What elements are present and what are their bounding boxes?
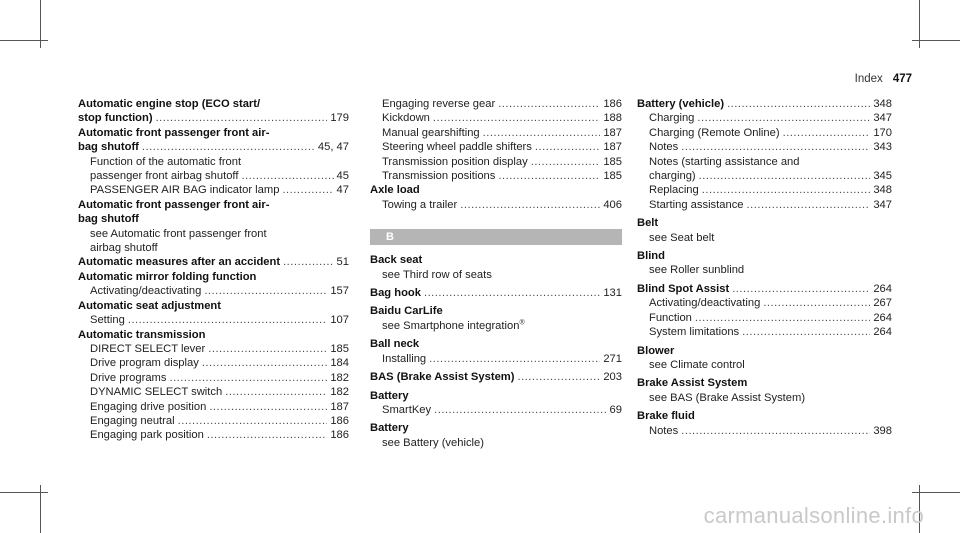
index-term: Blind: [637, 250, 665, 263]
section-letter-bar: B: [370, 229, 622, 245]
page-ref: 185: [603, 170, 622, 183]
page-ref: 264: [873, 311, 892, 324]
see-reference[interactable]: see Roller sunblind: [649, 264, 745, 277]
see-reference[interactable]: see Third row of seats: [382, 268, 492, 281]
sub-entry[interactable]: PASSENGER AIR BAG indicator lamp ..... 47: [78, 183, 349, 197]
index-column-2: [370, 97, 622, 450]
sub-entry[interactable]: Charging ..... 347: [637, 111, 892, 125]
sub-entry[interactable]: Function ..... 264: [637, 311, 892, 325]
index-column-1: [78, 97, 349, 443]
page-ref: 345: [873, 170, 892, 183]
sub-entry[interactable]: Manual gearshifting ..... 187: [370, 126, 622, 140]
page-ref: 157: [330, 285, 349, 298]
page-ref: 186: [603, 98, 622, 110]
page-ref: 182: [330, 371, 349, 384]
registered-mark: ®: [519, 319, 525, 327]
sub-entry[interactable]: Setting ..... 107: [78, 313, 349, 327]
sub-entry[interactable]: Installing ..... 271: [370, 352, 622, 366]
sub-entry[interactable]: Engaging park position ..... 186: [78, 428, 349, 442]
sub-entry[interactable]: charging) ..... 345: [637, 169, 892, 183]
sub-entry[interactable]: Starting assistance ..... 347: [637, 198, 892, 212]
index-term: Battery: [370, 422, 409, 435]
page-ref: 179: [330, 112, 349, 125]
crop-mark: [0, 492, 48, 493]
page-ref: 51: [336, 256, 349, 269]
sub-entry[interactable]: Engaging reverse gear ..... 186: [370, 97, 622, 111]
page-ref: 264: [873, 326, 892, 339]
sub-entry[interactable]: Drive program display ..... 184: [78, 356, 349, 370]
index-term: bag shutoff: [78, 213, 139, 226]
page-ref: 187: [603, 141, 622, 154]
index-term: Back seat: [370, 254, 423, 267]
page-ref: 187: [330, 400, 349, 413]
see-reference[interactable]: see Automatic front passenger front: [90, 227, 267, 240]
see-reference[interactable]: airbag shutoff: [90, 242, 158, 255]
see-reference[interactable]: see Climate control: [649, 358, 745, 371]
index-term: Automatic front passenger front air-: [78, 198, 270, 211]
page-ref: 107: [330, 314, 349, 327]
sub-entry[interactable]: Engaging neutral ..... 186: [78, 414, 349, 428]
index-column-3: [637, 97, 892, 438]
page-ref: 348: [873, 98, 892, 110]
index-entry[interactable]: BAS (Brake Assist System) ..... 203: [370, 370, 622, 384]
index-term: Ball neck: [370, 338, 420, 351]
sub-entry[interactable]: Steering wheel paddle shifters ..... 187: [370, 140, 622, 154]
sub-entry[interactable]: Replacing ..... 348: [637, 183, 892, 197]
index-term: Belt: [637, 217, 659, 230]
index-term: Automatic transmission: [78, 328, 206, 341]
page-ref: 131: [603, 287, 622, 300]
page-ref: 264: [873, 282, 892, 295]
page-ref: 186: [330, 414, 349, 427]
page-ref: 271: [603, 352, 622, 365]
page-ref: 185: [330, 342, 349, 355]
sub-entry: Notes (starting assistance and: [649, 155, 800, 168]
page-ref: 187: [603, 126, 622, 139]
sub-entry[interactable]: Charging (Remote Online) ..... 170: [637, 126, 892, 140]
sub-entry[interactable]: SmartKey ..... 69: [370, 403, 622, 417]
see-reference[interactable]: see BAS (Brake Assist System): [649, 391, 806, 404]
sub-entry[interactable]: Transmission positions ..... 185: [370, 169, 622, 183]
sub-entry[interactable]: DYNAMIC SELECT switch ..... 182: [78, 385, 349, 399]
sub-entry[interactable]: DIRECT SELECT lever ..... 185: [78, 342, 349, 356]
index-term: Battery: [370, 389, 409, 402]
sub-entry[interactable]: Towing a trailer ..... 406: [370, 198, 622, 212]
index-term: Blower: [637, 344, 675, 357]
page-ref: 188: [603, 112, 622, 125]
index-term: Baidu CarLife: [370, 305, 443, 318]
index-term: Automatic engine stop (ECO start/: [78, 98, 261, 110]
page-number: 477: [892, 73, 912, 85]
crop-mark: [912, 492, 960, 493]
page-ref: 186: [330, 429, 349, 442]
index-entry[interactable]: stop function) ..... 179: [78, 111, 349, 125]
index-entry[interactable]: bag shutoff ..... 45, 47: [78, 140, 349, 154]
index-term: Brake Assist System: [637, 377, 748, 390]
see-reference[interactable]: see Battery (vehicle): [382, 436, 484, 449]
watermark: carmanualsonline.info: [703, 503, 924, 528]
page-ref: 406: [603, 198, 622, 211]
see-reference[interactable]: see Seat belt: [649, 231, 715, 244]
sub-entry[interactable]: Notes ..... 343: [637, 140, 892, 154]
page-ref: 184: [330, 357, 349, 370]
page-ref: 343: [873, 141, 892, 154]
sub-entry[interactable]: Kickdown ..... 188: [370, 111, 622, 125]
page-ref: 45, 47: [317, 141, 349, 154]
page-ref: 69: [609, 403, 622, 416]
index-term: Automatic seat adjustment: [78, 299, 221, 312]
crop-mark: [0, 40, 48, 41]
page-ref: 170: [873, 126, 892, 139]
index-term: Axle load: [370, 184, 420, 197]
sub-entry[interactable]: System limitations ..... 264: [637, 325, 892, 339]
page-ref: 267: [873, 297, 892, 310]
page-ref: 347: [873, 112, 892, 125]
page-ref: 348: [873, 184, 892, 197]
page-ref: 182: [330, 386, 349, 399]
index-entry[interactable]: Battery (vehicle) ..... 348: [637, 97, 892, 111]
page-ref: 398: [873, 424, 892, 437]
page-ref: 203: [603, 371, 622, 384]
page-ref: 45: [336, 170, 349, 183]
sub-entry[interactable]: passenger front airbag shutoff ..... 45: [78, 169, 349, 183]
sub-entry[interactable]: Activating/deactivating ..... 267: [637, 296, 892, 310]
sub-entry: Function of the automatic front: [90, 155, 242, 168]
page-ref: 185: [603, 155, 622, 168]
index-term: Brake fluid: [637, 410, 695, 423]
sub-entry[interactable]: Transmission position display ..... 185: [370, 155, 622, 169]
page-header: [855, 73, 912, 85]
sub-entry[interactable]: Notes ..... 398: [637, 424, 892, 438]
index-term: Automatic front passenger front air-: [78, 126, 270, 139]
index-term: Automatic mirror folding function: [78, 270, 257, 283]
sub-entry[interactable]: Drive programs ..... 182: [78, 371, 349, 385]
see-reference[interactable]: see Smartphone integration®: [382, 319, 525, 332]
header-label: Index: [854, 73, 883, 85]
crop-mark: [912, 40, 960, 41]
page-ref: 47: [336, 184, 349, 197]
index-entry[interactable]: Automatic measures after an accident ..... 51: [78, 255, 349, 269]
page-ref: 347: [873, 198, 892, 211]
sub-entry[interactable]: Activating/deactivating ..... 157: [78, 284, 349, 298]
index-entry[interactable]: Blind Spot Assist ..... 264: [637, 282, 892, 296]
sub-entry[interactable]: Engaging drive position ..... 187: [78, 400, 349, 414]
index-entry[interactable]: Bag hook ..... 131: [370, 286, 622, 300]
